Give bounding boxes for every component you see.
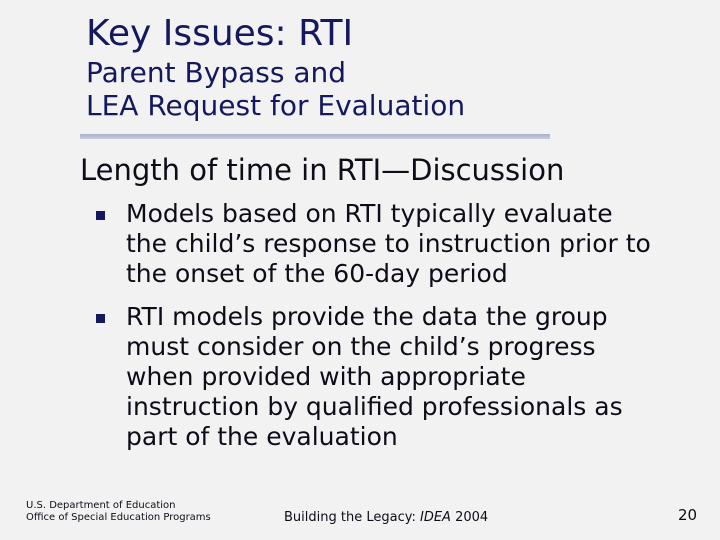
bullet-item	[96, 302, 651, 452]
bullet-text-line: instruction by qualified professionals as	[126, 392, 623, 421]
footer-legacy-idea: IDEA	[419, 510, 451, 525]
footer-legacy-prefix: Building the Legacy:	[284, 510, 420, 525]
bullet-list	[96, 199, 651, 465]
bullet-text-line: Models based on RTI typically evaluate	[126, 199, 613, 228]
bullet-text-line: RTI models provide the data the group	[126, 302, 608, 331]
footer-department	[26, 500, 211, 524]
slide-subtitle-line-2: LEA Request for Evaluation	[86, 89, 466, 122]
footer-legacy-suffix: 2004	[450, 510, 489, 525]
footer-legacy	[284, 510, 488, 525]
bullet-text-line: when provided with appropriate	[126, 362, 526, 391]
footer-department-line-2: Office of Special Education Programs	[26, 512, 211, 523]
bullet-text-line: the onset of the 60-day period	[126, 259, 508, 288]
square-bullet-icon	[96, 211, 105, 220]
bullet-text-line: part of the evaluation	[126, 422, 398, 451]
lead-heading: Length of time in RTI—Discussion	[80, 153, 565, 187]
bullet-text-line: must consider on the child’s progress	[126, 332, 596, 361]
bullet-item	[96, 199, 651, 289]
square-bullet-icon	[96, 314, 105, 323]
bullet-text-line: the child’s response to instruction prior to	[126, 229, 651, 258]
footer-department-line-1: U.S. Department of Education	[26, 500, 176, 511]
page-number: 20	[678, 506, 698, 524]
slide-title-block	[86, 12, 465, 122]
title-divider	[80, 134, 550, 139]
slide-title: Key Issues: RTI	[86, 13, 354, 54]
slide-subtitle-line-1: Parent Bypass and	[86, 56, 346, 89]
